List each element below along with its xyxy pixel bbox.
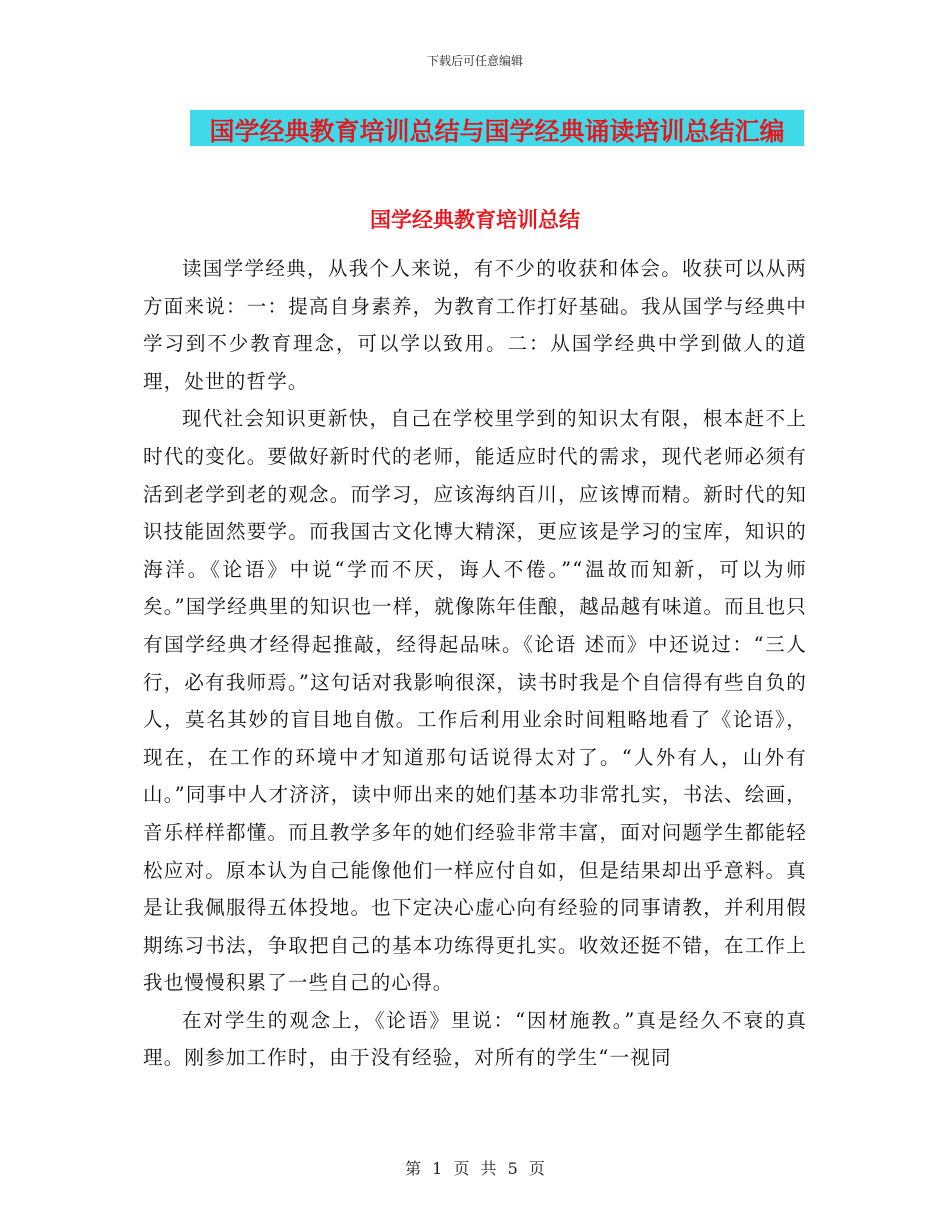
header-note: 下载后可任意编辑	[426, 54, 523, 68]
document-title: 国学经典教育培训总结与国学经典诵读培训总结汇编	[209, 117, 785, 146]
paragraph: 读国学学经典，从我个人来说，有不少的收获和体会。收获可以从两方面来说：一：提高自身素养，为教育工作打好基础。我从国学与经典中学习到不少教育理念，可以学以致用。二：从国学经典中学到做人的道理，处世的哲学。	[143, 257, 807, 393]
section-title: 国学经典教育培训总结	[370, 208, 580, 232]
paragraph: 现代社会知识更新快，自己在学校里学到的知识太有限，根本赶不上时代的变化。要做好新时代的老师，能适应时代的需求，现代老师必须有活到老学到老的观念。而学习，应该海纳百川，应该博而精。新时代的知识技能固然要学。而我国古文化博大精深，更应该是学习的宝库，知识的海洋。《论语》中说“学而不厌，诲人不倦。”“温故而知新，可以为师矣。”国学经典里的知识也一样，就像陈年佳酿，越品越有味道。而且也只有国学经典才经得起推敲，经得起品味。《论语 述而》中还说过：“三人行，必有我师焉。”这句话对我影响很深，读书时我是个自信得有些自负的人，莫名其妙的盲目地自傲。工作后利用业余时间粗略地看了《论语》，现在，在工作的环境中才知道那句话说得太对了。“人外有人，山外有山。”同事中人才济济，读中师出来的她们基本功非常扎实，书法、绘画，音乐样样都懂。而且教学多年的她们经验非常丰富，面对问题学生都能轻松应对。原本认为自己能像他们一样应付自如，但是结果却出乎意料。真是让我佩服得五体投地。也下定决心虚心向有经验的同事请教，并利用假期练习书法，争取把自己的基本功练得更扎实。收效还挺不错，在工作上我也慢慢积累了一些自己的心得。	[143, 407, 807, 995]
page-number: 第 1 页 共 5 页	[405, 1159, 545, 1178]
document-body	[143, 250, 807, 1077]
paragraph: 在对学生的观念上，《论语》里说：“因材施教。”真是经久不衰的真理。刚参加工作时，由于没有经验，对所有的学生“一视同	[143, 1008, 807, 1070]
